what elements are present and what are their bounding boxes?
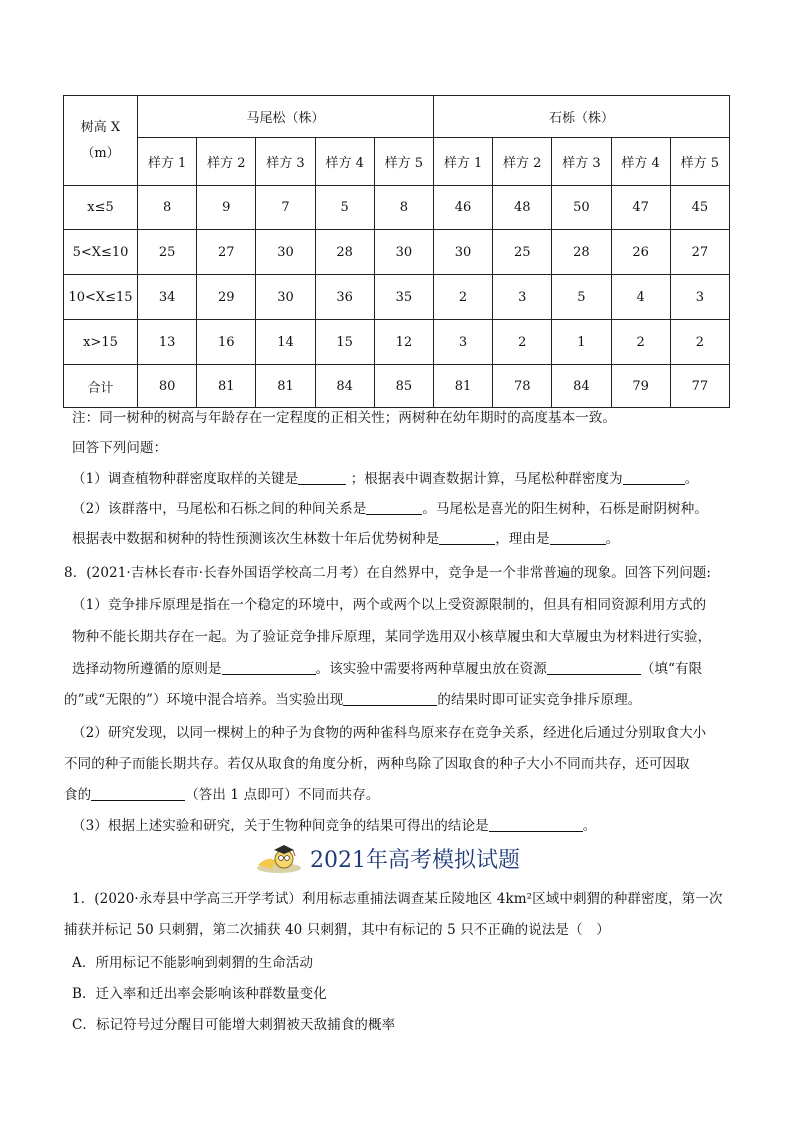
table-cell: 29	[197, 275, 256, 320]
answer-blank	[623, 471, 685, 485]
answer-blank	[343, 692, 437, 706]
table-cell: 30	[256, 275, 315, 320]
banner-title: 2021年高考模拟试题	[310, 847, 520, 873]
table-cell: 15	[315, 320, 374, 365]
table-cell: 7	[256, 186, 315, 230]
group-header-lithocarpus: 石栎（株）	[433, 96, 729, 138]
table-cell: 50	[552, 186, 611, 230]
table-cell: 30	[433, 230, 492, 275]
table-cell: 3	[670, 275, 729, 320]
table-cell: 81	[433, 365, 492, 408]
sub-header-cell: 样方 1	[138, 138, 197, 186]
table-row	[64, 275, 730, 320]
q8-3-line: （3）根据上述实验和研究，关于生物种间竞争的结果可得出的结论是 。	[72, 818, 597, 834]
table-cell: 48	[493, 186, 552, 230]
answer-blank	[489, 818, 583, 832]
table-cell: 14	[256, 320, 315, 365]
table-cell: 3	[433, 320, 492, 365]
answer-blank	[91, 787, 185, 801]
sub-header-cell: 样方 4	[315, 138, 374, 186]
answer-prompt: 回答下列问题：	[72, 440, 168, 456]
q2-line-2: 根据表中数据和树种的特性预测该次生林数十年后优势树种是 ，理由是 。	[72, 531, 620, 547]
table-cell: 8	[374, 186, 433, 230]
row-label: 合计	[64, 365, 138, 408]
answer-blank	[366, 501, 422, 515]
table-cell: 81	[197, 365, 256, 408]
group-header-masson-pine: 马尾松（株）	[138, 96, 434, 138]
table-cell: 30	[256, 230, 315, 275]
table-row	[64, 320, 730, 365]
row-label: 10<X≤15	[64, 275, 138, 320]
sub-header-row	[64, 138, 730, 186]
answer-blank	[222, 661, 316, 675]
q8-heading: 8．(2021·吉林长春市·长春外国语学校高二月考）在自然界中，竞争是一个非常普遍的现象。回答下列问题:	[64, 565, 712, 581]
table-cell: 47	[611, 186, 670, 230]
graduation-cap-icon	[254, 841, 304, 875]
sub-header-cell: 样方 2	[197, 138, 256, 186]
row-header-cell: 树高 X （m）	[64, 96, 138, 186]
table-row	[64, 365, 730, 408]
note-line: 注：同一树种的树高与年龄存在一定程度的正相关性；两树种在幼年期时的高度基本一致。	[72, 410, 616, 426]
table-cell: 13	[138, 320, 197, 365]
option-c: C．标记符号过分醒目可能增大刺猬被天敌捕食的概率	[72, 1017, 396, 1033]
table-cell: 77	[670, 365, 729, 408]
row-label: 5<X≤10	[64, 230, 138, 275]
table-cell: 2	[670, 320, 729, 365]
table-cell: 80	[138, 365, 197, 408]
survey-table	[63, 95, 730, 408]
answer-blank	[550, 531, 606, 545]
table-cell: 34	[138, 275, 197, 320]
table-cell: 84	[315, 365, 374, 408]
q8-1-line-2: 物种不能长期共存在一起。为了验证竞争排斥原理，某同学选用双小核草履虫和大草履虫为材料进行实验，	[72, 629, 712, 645]
table-cell: 36	[315, 275, 374, 320]
q8-1-line-4: 的”或“无限的”）环境中混合培养。当实验出现 的结果时即可证实竞争排斥原理。	[64, 692, 642, 708]
table-cell: 35	[374, 275, 433, 320]
table-cell: 26	[611, 230, 670, 275]
row-label: x>15	[64, 320, 138, 365]
q8-2-line-2: 不同的种子而能长期共存。若仅从取食的角度分析，两种鸟除了因取食的种子大小不同而共存，还可因取	[64, 756, 690, 772]
option-b: B．迁入率和迁出率会影响该种群数量变化	[72, 986, 327, 1002]
answer-blank	[298, 471, 346, 485]
table-cell: 28	[552, 230, 611, 275]
sub-header-cell: 样方 5	[670, 138, 729, 186]
table-cell: 25	[493, 230, 552, 275]
table-cell: 4	[611, 275, 670, 320]
row-label: x≤5	[64, 186, 138, 230]
table-cell: 79	[611, 365, 670, 408]
table-cell: 2	[433, 275, 492, 320]
q2-line-1: （2）该群落中，马尾松和石栎之间的种间关系是 。马尾松是喜光的阳生树种，石栎是耐阴树种。	[72, 501, 708, 517]
p1-line-1: 1．(2020·永寿县中学高三开学考试）利用标志重捕法调查某丘陵地区 4km²区域中刺猬的种群密度，第一次	[72, 891, 723, 907]
table-cell: 5	[552, 275, 611, 320]
q8-2-line-3: 食的 （答出 1 点即可）不同而共存。	[64, 787, 380, 803]
sub-header-cell: 样方 5	[374, 138, 433, 186]
table-cell: 16	[197, 320, 256, 365]
table-cell: 81	[256, 365, 315, 408]
answer-blank	[439, 531, 495, 545]
sub-header-cell: 样方 3	[256, 138, 315, 186]
table-cell: 25	[138, 230, 197, 275]
table-cell: 46	[433, 186, 492, 230]
q8-1-line-1: （1）竞争排斥原理是指在一个稳定的环境中，两个或两个以上受资源限制的，但具有相同资源利用方式的	[72, 597, 707, 613]
table-cell: 5	[315, 186, 374, 230]
q1-line: （1）调查植物种群密度取样的关键是 ；根据表中调查数据计算，马尾松种群密度为 。	[72, 471, 699, 487]
table-cell: 84	[552, 365, 611, 408]
section-banner	[254, 838, 520, 878]
sub-header-cell: 样方 1	[433, 138, 492, 186]
sub-header-cell: 样方 3	[552, 138, 611, 186]
table-cell: 3	[493, 275, 552, 320]
table-cell: 2	[493, 320, 552, 365]
answer-blank	[547, 661, 641, 675]
option-a: A．所用标记不能影响到刺猬的生命活动	[72, 955, 314, 971]
table-cell: 30	[374, 230, 433, 275]
sub-header-cell: 样方 4	[611, 138, 670, 186]
p1-line-2: 捕获并标记 50 只刺猬，第二次捕获 40 只刺猬，其中有标记的 5 只不正确的说法是（ ）	[64, 922, 610, 938]
table-row	[64, 230, 730, 275]
table-cell: 9	[197, 186, 256, 230]
table-cell: 45	[670, 186, 729, 230]
q8-2-line-1: （2）研究发现，以同一棵树上的种子为食物的两种雀科鸟原来存在竞争关系，经进化后通过分别取食大小	[72, 725, 707, 741]
table-cell: 2	[611, 320, 670, 365]
table-cell: 78	[493, 365, 552, 408]
table-cell: 1	[552, 320, 611, 365]
table-cell: 27	[670, 230, 729, 275]
table-cell: 8	[138, 186, 197, 230]
table-cell: 85	[374, 365, 433, 408]
table-row	[64, 186, 730, 230]
q8-1-line-3: 选择动物所遵循的原则是 。该实验中需要将两种草履虫放在资源 （填“有限	[72, 661, 703, 677]
table-cell: 28	[315, 230, 374, 275]
table-cell: 12	[374, 320, 433, 365]
sub-header-cell: 样方 2	[493, 138, 552, 186]
table-cell: 27	[197, 230, 256, 275]
